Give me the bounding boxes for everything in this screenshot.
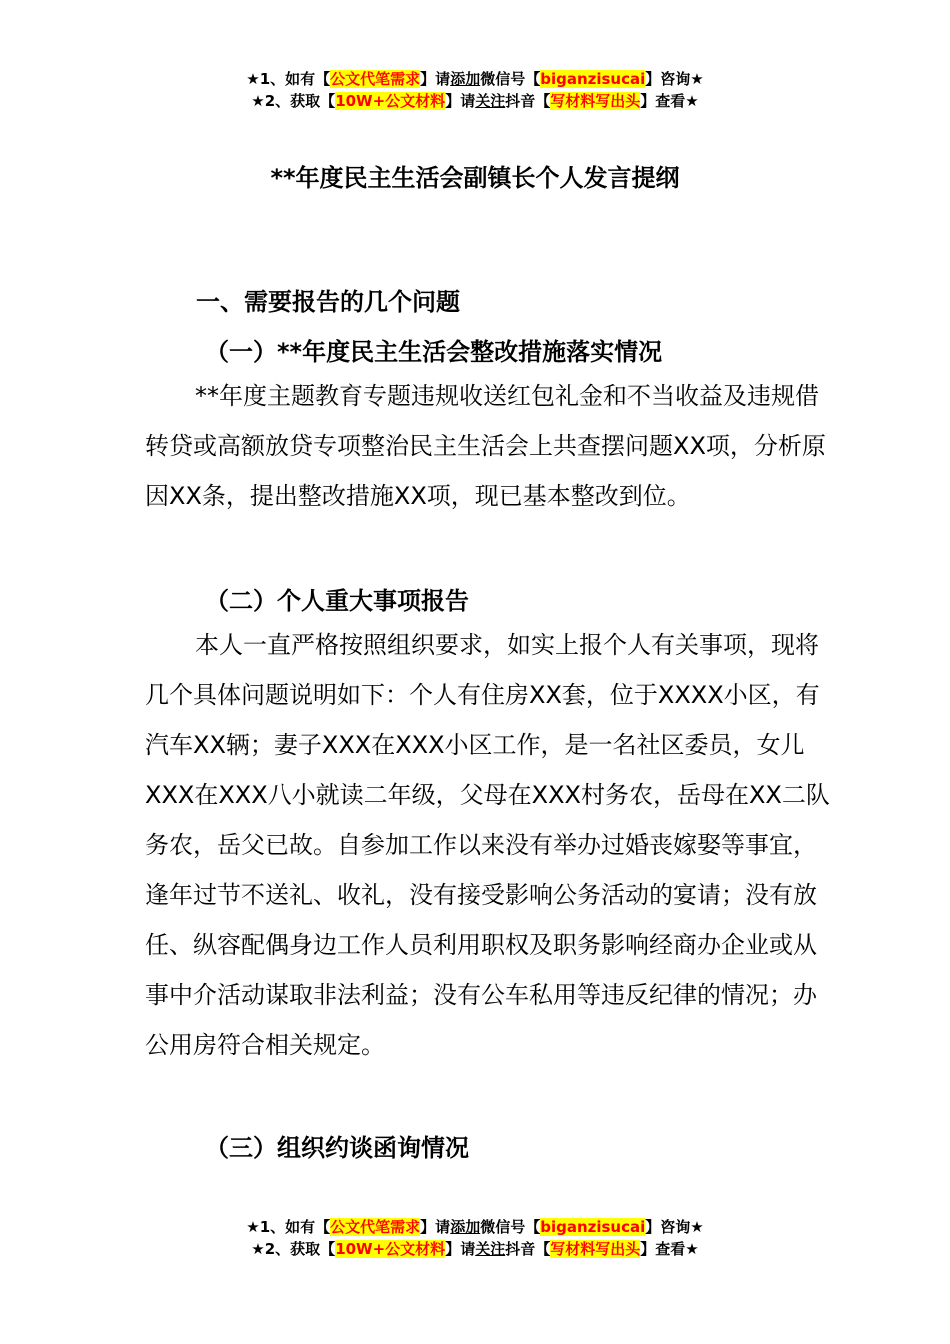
banner-line-1 (0, 1216, 950, 1238)
banner-text: 】请 (420, 70, 451, 88)
subsection-heading: （三）组织约谈函询情况 (205, 1134, 469, 1162)
banner-text: ★2、获取【 (251, 92, 336, 110)
paragraph: **年度主题教育专题违规收送红包礼金和不当收益及违规借转贷或高额放贷专项整治民主生活会上共查摆问题XX项，分析原因XX条，提出整改措施XX项，现已基本整改到位。 (145, 382, 826, 510)
banner-text: 微信号【 (480, 70, 541, 88)
banner-text: 抖音【 (505, 92, 551, 110)
document-title: **年度民主生活会副镇长个人发言提纲 (270, 164, 680, 192)
banner-highlight: 公文代笔需求 (330, 1218, 421, 1236)
banner-underlined: 关注 (475, 1240, 506, 1258)
banner-text: ★1、如有【 (246, 70, 331, 88)
banner-text: 】请 (445, 92, 476, 110)
banner-text: 】请 (420, 1218, 451, 1236)
subsection-heading: （二）个人重大事项报告 (205, 587, 469, 615)
banner-text: 】查看★ (640, 92, 699, 110)
banner-highlight: biganzisucai (540, 70, 646, 88)
banner-highlight: 公文代笔需求 (330, 70, 421, 88)
banner-text: ★2、获取【 (251, 1240, 336, 1258)
banner-highlight: 写材料写出头 (550, 92, 641, 110)
banner-text: 】请 (445, 1240, 476, 1258)
banner-text: ★1、如有【 (246, 1218, 331, 1236)
subsection-heading: （一）**年度民主生活会整改措施落实情况 (205, 338, 663, 366)
banner-text: 抖音【 (505, 1240, 551, 1258)
banner-line-2 (0, 90, 950, 112)
banner-text: 】咨询★ (645, 70, 704, 88)
banner-line-2 (0, 1238, 950, 1260)
banner-underlined: 添加 (450, 70, 481, 88)
banner-underlined: 添加 (450, 1218, 481, 1236)
banner-underlined: 关注 (475, 92, 506, 110)
banner-highlight: 10W+公文材料 (335, 92, 446, 110)
banner-line-1 (0, 68, 950, 90)
banner-text: 】咨询★ (645, 1218, 704, 1236)
banner-text: 】查看★ (640, 1240, 699, 1258)
paragraph: 本人一直严格按照组织要求，如实上报个人有关事项，现将几个具体问题说明如下：个人有住房XX套，位于XXXX小区，有汽车XX辆；妻子XXX在XXX小区工作，是一名社区委员，女儿XXX在XXX八小就读二年级，父母在XXX村务农，岳母在XX二队务农，岳父已故。自参加工作以来没有举办过婚丧嫁娶等事宜，逢年过节不送礼、收礼，没有接受影响公务活动的宴请；没有放任、纵容配偶身边工作人员利用职权及职务影响经商办企业或从事中介活动谋取非法利益；没有公车私用等违反纪律的情况；办公用房符合相关规定。 (145, 631, 830, 1059)
banner-text: 微信号【 (480, 1218, 541, 1236)
banner-highlight: 10W+公文材料 (335, 1240, 446, 1258)
section-heading: 一、需要报告的几个问题 (196, 288, 460, 316)
top-promo-banner (0, 68, 950, 112)
bottom-promo-banner (0, 1216, 950, 1260)
banner-highlight: biganzisucai (540, 1218, 646, 1236)
banner-highlight: 写材料写出头 (550, 1240, 641, 1258)
